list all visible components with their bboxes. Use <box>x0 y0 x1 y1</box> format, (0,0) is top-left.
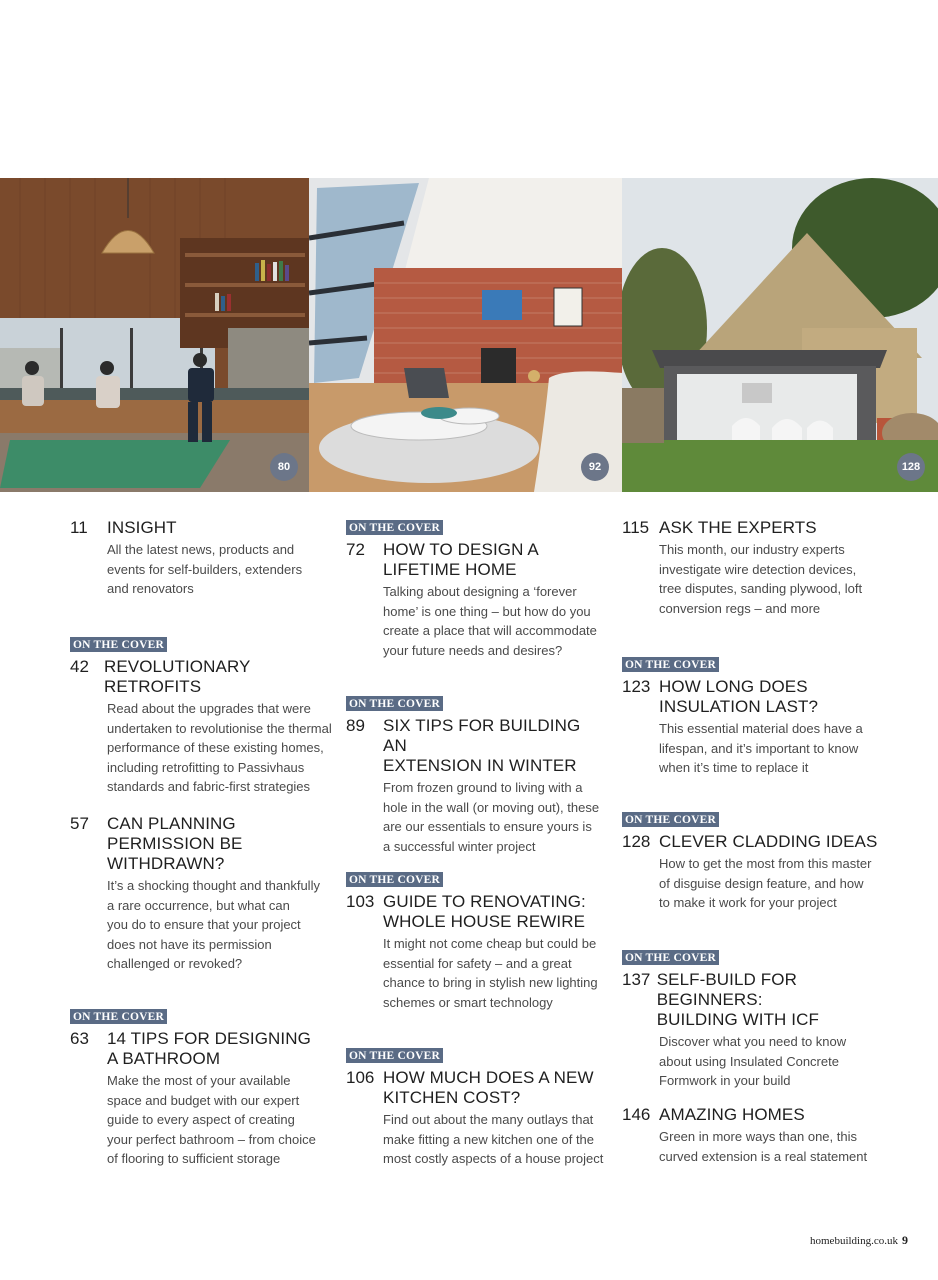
desc-line: This essential material does have a <box>659 721 863 736</box>
desc-line: How to get the most from this master <box>659 856 872 871</box>
desc-line: are our essentials to ensure yours is <box>383 819 592 834</box>
desc-line: From frozen ground to living with a <box>383 780 583 795</box>
entry-title <box>659 677 818 717</box>
entry-page-number: 146 <box>622 1105 651 1124</box>
contents-entry[interactable] <box>622 1105 867 1166</box>
page-footer <box>810 1233 908 1248</box>
entry-page-number: 128 <box>622 832 651 851</box>
desc-line: tree disputes, sanding plywood, loft <box>659 581 863 596</box>
entry-page-number: 115 <box>622 518 650 537</box>
entry-title-line: CAN PLANNING <box>107 814 236 833</box>
desc-line: hole in the wall (or moving out), these <box>383 799 600 815</box>
entry-title-line: BUILDING WITH ICF <box>656 1010 819 1029</box>
contents-entry[interactable] <box>346 870 598 1012</box>
contents-entry[interactable] <box>622 948 892 1091</box>
entry-description <box>383 1110 603 1169</box>
entry-description <box>659 1127 867 1166</box>
entry-title <box>383 540 539 580</box>
desc-line: All the latest news, products and <box>107 542 295 557</box>
entry-title-line: GUIDE TO RENOVATING: <box>383 892 586 911</box>
desc-line: It’s a shocking thought and thankfully <box>107 878 320 893</box>
entry-title <box>659 832 877 852</box>
entry-description <box>107 876 320 974</box>
entry-description <box>659 1032 892 1091</box>
desc-line: and renovators <box>107 581 194 596</box>
entry-title <box>104 657 332 697</box>
entry-description <box>383 934 598 1012</box>
desc-line: conversion regs – and more <box>659 600 821 616</box>
desc-line: undertaken to revolutionise the thermal <box>107 720 332 736</box>
entry-title-line: 14 TIPS FOR DESIGNING <box>107 1029 311 1048</box>
on-the-cover-tag: ON THE COVER <box>622 657 719 672</box>
entry-title-line: SIX TIPS FOR BUILDING AN <box>383 716 581 755</box>
on-the-cover-tag: ON THE COVER <box>346 696 443 711</box>
on-the-cover-tag: ON THE COVER <box>622 812 719 827</box>
desc-line: Talking about designing a ‘forever <box>383 584 577 599</box>
desc-line: essential for safety – and a great <box>383 955 572 971</box>
entry-title-line: PERMISSION BE <box>107 834 243 853</box>
contents-entry[interactable] <box>622 518 862 618</box>
desc-line: events for self-builders, extenders <box>107 561 303 577</box>
entry-title-line: EXTENSION IN WINTER <box>383 756 577 775</box>
desc-line: Read about the upgrades that were <box>107 701 311 716</box>
desc-line: Green in more ways than one, this <box>659 1129 857 1144</box>
entry-title <box>107 1029 311 1069</box>
entry-title-line: HOW LONG DOES <box>659 677 808 696</box>
entry-title-line: AMAZING HOMES <box>659 1105 805 1124</box>
desc-line: This month, our industry experts <box>659 542 845 557</box>
photo-living-room <box>0 178 309 492</box>
entry-title-line: LIFETIME HOME <box>383 560 517 579</box>
entry-title-line: INSIGHT <box>107 518 177 537</box>
entry-description <box>107 540 302 599</box>
desc-line: including retrofitting to Passivhaus <box>107 759 305 775</box>
page-badge-80: 80 <box>270 453 298 481</box>
entry-title-line: CLEVER CLADDING IDEAS <box>659 832 878 851</box>
entry-title-line: SELF-BUILD FOR BEGINNERS: <box>656 970 797 1009</box>
page-badge-128: 128 <box>897 453 925 481</box>
photo-stone-extension <box>622 178 938 492</box>
entry-title <box>107 518 177 538</box>
entry-title <box>657 970 892 1030</box>
entry-title-line: ASK THE EXPERTS <box>659 518 817 537</box>
desc-line: curved extension is a real statement <box>659 1148 868 1164</box>
contents-entry[interactable] <box>622 810 877 913</box>
desc-line: It might not come cheap but could be <box>383 936 597 951</box>
page-badge-92: 92 <box>581 453 609 481</box>
entry-title <box>383 892 586 932</box>
desc-line: guide to every aspect of creating <box>107 1112 295 1127</box>
entry-description <box>107 1071 316 1169</box>
entry-description <box>383 778 608 856</box>
desc-line: create a place that will accommodate <box>383 623 597 638</box>
contents-entry[interactable] <box>346 518 597 660</box>
entry-page-number: 72 <box>346 540 365 559</box>
on-the-cover-tag: ON THE COVER <box>346 520 443 535</box>
contents-entry[interactable] <box>622 655 863 778</box>
entry-title <box>383 1068 594 1108</box>
entry-description <box>659 719 863 778</box>
desc-line: standards and fabric-first strategies <box>107 779 311 794</box>
on-the-cover-tag: ON THE COVER <box>70 637 167 652</box>
on-the-cover-tag: ON THE COVER <box>346 872 443 887</box>
desc-line: schemes or smart technology <box>383 994 553 1010</box>
desc-line: investigate wire detection devices, <box>659 561 857 577</box>
on-the-cover-tag: ON THE COVER <box>70 1009 167 1024</box>
desc-line: to make it work for your project <box>659 895 837 910</box>
desc-line: Discover what you need to know <box>659 1034 847 1049</box>
contents-entry[interactable] <box>70 635 332 797</box>
desc-line: your perfect bathroom – from choice <box>107 1131 316 1147</box>
contents-entry[interactable] <box>346 694 608 856</box>
desc-line: of flooring to sufficient storage <box>107 1151 281 1166</box>
entry-page-number: 103 <box>346 892 375 911</box>
site-url: homebuilding.co.uk <box>810 1235 898 1247</box>
desc-line: your future needs and desires? <box>383 642 563 658</box>
desc-line: does not have its permission <box>107 936 272 952</box>
entry-title-line: HOW TO DESIGN A <box>383 540 539 559</box>
entry-title-line: REVOLUTIONARY RETROFITS <box>103 657 251 696</box>
contents-entry[interactable] <box>70 1007 316 1169</box>
entry-page-number: 106 <box>346 1068 375 1087</box>
entry-page-number: 123 <box>622 677 651 696</box>
entry-title-line: INSULATION LAST? <box>659 697 819 716</box>
entry-page-number: 11 <box>70 518 88 537</box>
desc-line: a successful winter project <box>383 838 536 854</box>
entry-title-line: WHOLE HOUSE REWIRE <box>383 912 586 931</box>
entry-page-number: 89 <box>346 716 365 735</box>
on-the-cover-tag: ON THE COVER <box>622 950 719 965</box>
desc-line: space and budget with our expert <box>107 1092 300 1108</box>
desc-line: when it’s time to replace it <box>659 760 809 775</box>
desc-line: performance of these existing homes, <box>107 740 324 755</box>
desc-line: make fitting a new kitchen one of the <box>383 1131 595 1147</box>
entry-page-number: 137 <box>622 970 651 989</box>
contents-entry[interactable] <box>70 518 302 599</box>
contents-entry[interactable] <box>346 1046 603 1169</box>
entry-title <box>659 1105 805 1125</box>
entry-description <box>659 540 862 618</box>
entry-title <box>107 814 242 874</box>
page-number: 9 <box>902 1233 908 1247</box>
entry-description <box>383 582 597 660</box>
desc-line: Formwork in your build <box>659 1073 791 1088</box>
desc-line: challenged or revoked? <box>107 956 243 971</box>
desc-line: most costly aspects of a house project <box>383 1151 604 1166</box>
entry-title-line: A BATHROOM <box>107 1049 221 1068</box>
desc-line: a rare occurrence, but what can <box>107 897 290 913</box>
on-the-cover-tag: ON THE COVER <box>346 1048 443 1063</box>
desc-line: home’ is one thing – but how do you <box>383 603 591 619</box>
photo-attic-lounge <box>309 178 622 492</box>
entry-title-line: WITHDRAWN? <box>107 854 225 873</box>
entry-title <box>383 716 608 776</box>
entry-title <box>659 518 817 538</box>
desc-line: of disguise design feature, and how <box>659 875 864 891</box>
desc-line: chance to bring in stylish new lighting <box>383 975 598 990</box>
entry-title-line: HOW MUCH DOES A NEW <box>383 1068 594 1087</box>
entry-page-number: 63 <box>70 1029 89 1048</box>
contents-entry[interactable] <box>70 814 320 974</box>
entry-description <box>107 699 332 797</box>
desc-line: Find out about the many outlays that <box>383 1112 594 1127</box>
photo-strip <box>0 178 938 492</box>
desc-line: lifespan, and it’s important to know <box>659 740 859 756</box>
entry-title-line: KITCHEN COST? <box>383 1088 521 1107</box>
entry-page-number: 57 <box>70 814 89 833</box>
entry-description <box>659 854 877 913</box>
desc-line: you do to ensure that your project <box>107 917 301 932</box>
desc-line: Make the most of your available <box>107 1073 291 1088</box>
entry-page-number: 42 <box>70 657 89 676</box>
desc-line: about using Insulated Concrete <box>659 1053 839 1069</box>
